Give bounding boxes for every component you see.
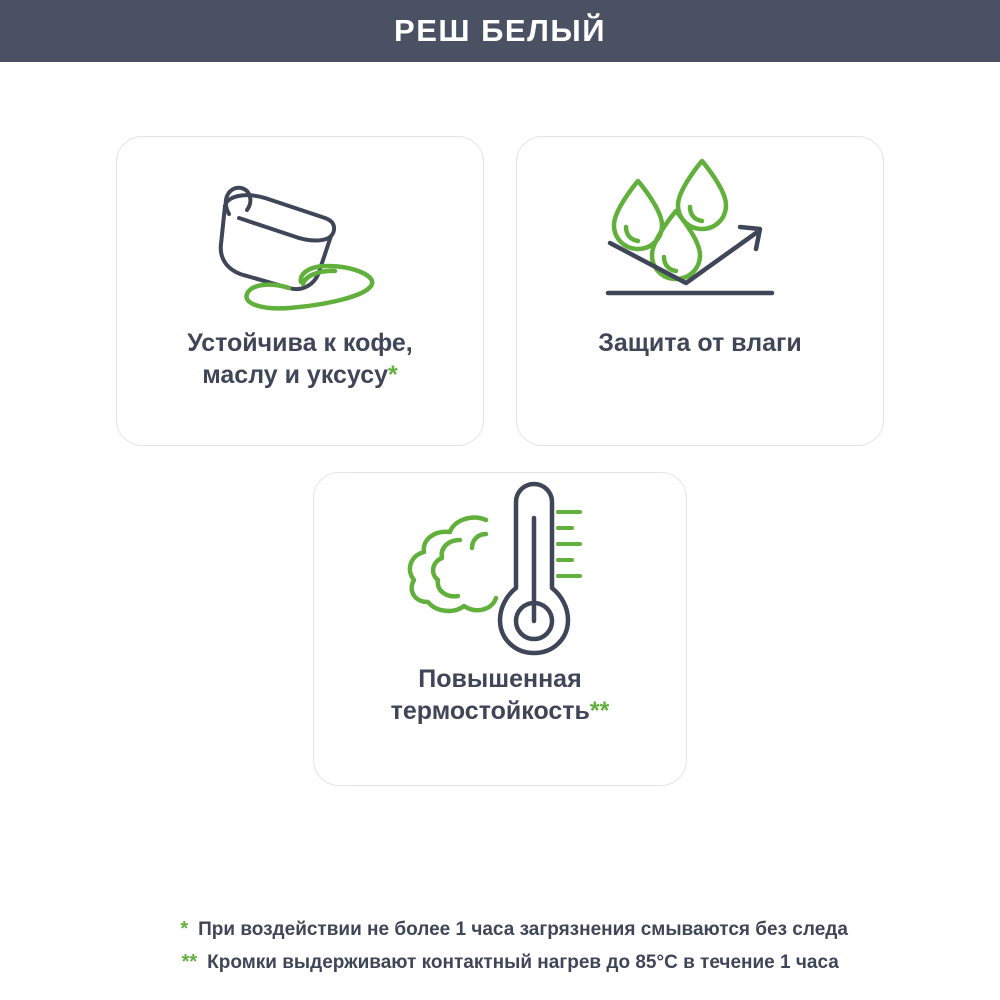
- feature-label-line1: Повышенная: [418, 665, 582, 693]
- feature-label-line2: термостойкость: [390, 697, 590, 725]
- footnote-text: При воздействии не более 1 часа загрязнения смываются без следа: [198, 919, 848, 940]
- feature-label-line1: Защита от влаги: [598, 329, 802, 357]
- footnote-text: Кромки выдерживают контактный нагрев до 85°С в течение 1 часа: [207, 952, 839, 973]
- footnote-double-asterisk: [161, 951, 839, 974]
- feature-cards-row-second: [0, 472, 1000, 786]
- water-droplets-repel-icon: [517, 137, 883, 327]
- footnotes-block: [0, 918, 1000, 974]
- feature-label-line1: Устойчива к кофе,: [187, 329, 413, 357]
- footnote-marker: **: [181, 951, 198, 973]
- feature-card-label: [371, 663, 630, 727]
- content-area: [0, 62, 1000, 1000]
- footnote-marker: **: [589, 697, 610, 725]
- feature-card-label: [578, 327, 822, 359]
- page-title: РЕШ БЕЛЫЙ: [394, 13, 606, 48]
- feature-card-stain-resistance: [116, 136, 484, 446]
- feature-cards-row: [0, 136, 1000, 446]
- thermometer-steam-icon: [314, 473, 686, 663]
- spilled-cup-icon: [117, 137, 483, 327]
- footnote-single-asterisk: [152, 918, 848, 941]
- feature-card-label: [167, 327, 433, 391]
- footnote-marker: *: [180, 918, 189, 940]
- feature-card-moisture-protection: [516, 136, 884, 446]
- feature-label-line2: маслу и уксусу: [202, 361, 389, 389]
- footnote-marker: *: [388, 361, 398, 389]
- feature-card-heat-resistance: [313, 472, 687, 786]
- header-bar: [0, 0, 1000, 62]
